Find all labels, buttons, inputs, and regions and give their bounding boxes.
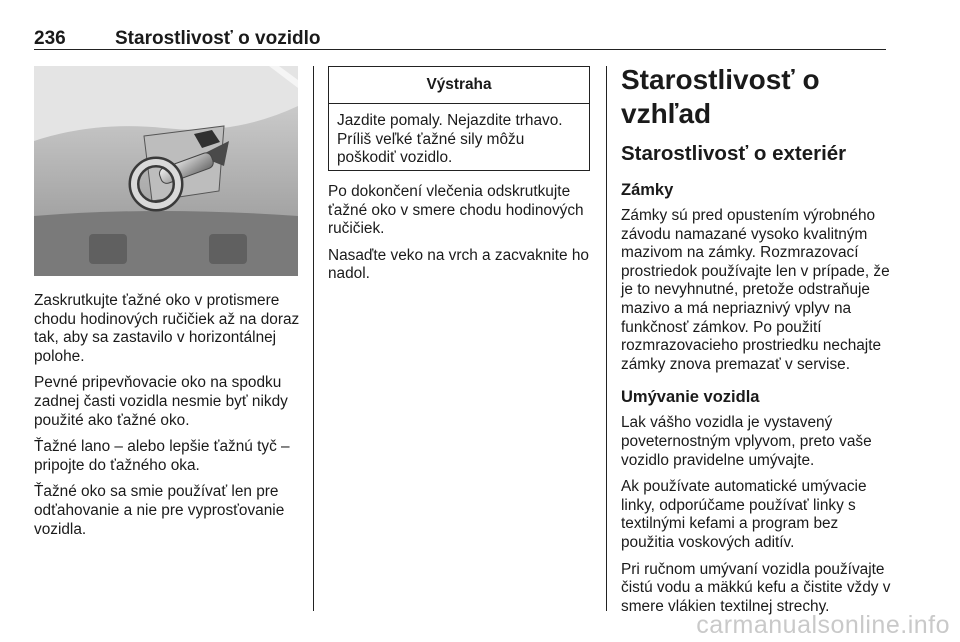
warning-title: Výstraha — [329, 67, 589, 104]
paragraph: Po dokončení vlečenia odskrutkujte ťažné oko v smere chodu hodinových ručičiek. — [328, 183, 584, 238]
warning-box — [328, 66, 590, 171]
chapter-heading: Starostlivosť o vzhľad — [621, 64, 820, 129]
header-rule — [34, 49, 886, 50]
locks-paragraph: Zámky sú pred opustením výrobného závodu namazané vysoko kvalitným mazivom na zámky. Rozmrazovací prostriedok používajte len v prípade, že je to nevyhnutné, pretože odstraňuje mazivo a má nepriaznivý vplyv na funkčnosť zámkov. Po použití rozmrazovacieho prostriedku nechajte zámky znova premazať v servise. — [621, 207, 890, 373]
paragraph: Lak vášho vozidla je vystavený poveternostným vplyvom, preto vaše vozidlo pravidelne umývajte. — [621, 414, 872, 469]
warning-text: Jazdite pomaly. Nejazdite trhavo. Príliš veľké ťažné sily môžu poškodiť vozidlo. — [337, 112, 563, 167]
page-number: 236 — [34, 28, 66, 49]
watermark: carmanualsonline.info — [696, 611, 950, 639]
paragraph: Ťažné oko sa smie používať len pre odťahovanie a nie pre vyprosťovanie vozidla. — [34, 483, 285, 538]
column-divider-1 — [313, 66, 314, 611]
washing-heading: Umývanie vozidla — [621, 388, 760, 407]
column-2-text — [328, 183, 592, 292]
paragraph: Ťažné lano – alebo lepšie ťažnú tyč – pripojte do ťažného oka. — [34, 438, 290, 474]
page-header — [34, 28, 886, 50]
towing-eye-illustration — [34, 66, 298, 276]
section-heading: Starostlivosť o exteriér — [621, 142, 847, 165]
paragraph: Nasaďte veko na vrch a zacvaknite ho nadol. — [328, 246, 589, 283]
paragraph: Pri ručnom umývaní vozidla používajte čistú vodu a mäkkú kefu a čistite vždy v smere vlákien textilnej strechy. — [621, 560, 891, 615]
paragraph: Pevné pripevňovacie oko na spodku zadnej časti vozidla nesmie byť nikdy použité ako ťažné oko. — [34, 374, 288, 429]
paragraph: Zaskrutkujte ťažné oko v protismere chodu hodinových ručičiek až na doraz tak, aby sa zastavilo v horizontálnej polohe. — [34, 292, 300, 365]
column-1-text — [34, 292, 300, 547]
column-divider-2 — [606, 66, 607, 611]
paragraph: Ak používate automatické umývacie linky, odporúčame používať linky s textilnými kefami a program bez použitia voskových aditív. — [621, 478, 867, 551]
column-3-text — [621, 63, 891, 624]
section-title: Starostlivosť o vozidlo — [115, 28, 321, 49]
locks-heading: Zámky — [621, 181, 674, 199]
